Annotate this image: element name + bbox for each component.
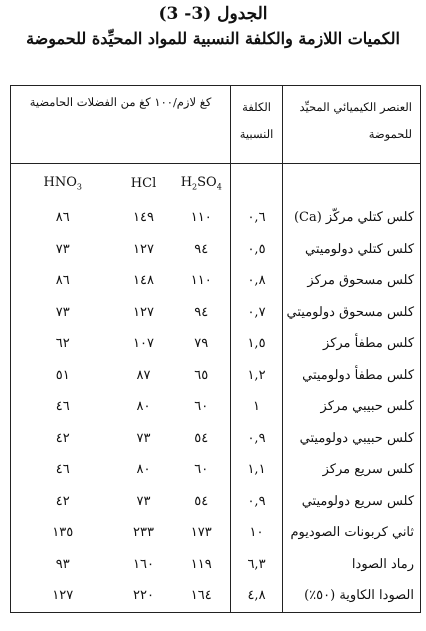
row-cost: ٠,٧ — [231, 297, 283, 329]
row-material: الصودا الكاوية (٥٠٪) — [283, 580, 421, 612]
row-h2so4: ١٧٣ — [190, 525, 212, 541]
row-material: كلس مطفأ دولوميتي — [283, 360, 421, 392]
table-row — [11, 202, 421, 234]
row-hno3: ٤٦ — [11, 454, 115, 486]
row-hno3: ١٣٥ — [11, 517, 115, 549]
row-hcl: ٨٠ — [136, 399, 151, 415]
table-row — [11, 517, 421, 549]
row-material: كلس حبيبي دولوميتي — [283, 423, 421, 455]
row-cost: ٠,٩ — [231, 423, 283, 455]
row-hno3: ٨٦ — [11, 202, 115, 234]
row-h2so4: ١١٠ — [190, 210, 212, 226]
table-row — [11, 549, 421, 581]
row-cost: ٠,٦ — [231, 202, 283, 234]
neutralizer-table — [10, 85, 421, 613]
row-hcl: ٨٠ — [136, 462, 151, 478]
row-hno3: ٧٣ — [11, 234, 115, 266]
row-material: كلس كتلي دولوميتي — [283, 234, 421, 266]
row-material: كلس سريع مركز — [283, 454, 421, 486]
row-h2so4: ٦٠ — [194, 462, 209, 478]
row-h2so4: ١١٩ — [190, 556, 212, 572]
row-cost: ١,٥ — [231, 328, 283, 360]
header-amount: كغ لازم/١٠٠ كغ من الفضلات الحامضية — [11, 86, 231, 164]
header-material: العنصر الكيميائي المحيِّد للحموضة — [283, 86, 421, 164]
row-material: كلس سريع دولوميتي — [283, 486, 421, 518]
row-hcl: ١٠٧ — [133, 336, 154, 352]
row-hcl: ٧٣ — [136, 430, 151, 446]
row-hno3: ٤٢ — [11, 486, 115, 518]
row-hno3: ٧٣ — [11, 297, 115, 329]
table-header-row — [11, 86, 421, 164]
row-h2so4: ١١٠ — [190, 273, 212, 289]
table-caption-subtitle: الكميات اللازمة والكلفة النسبية للمواد المحيِّدة للحموضة — [26, 29, 400, 48]
row-cost: ١٠ — [231, 517, 283, 549]
row-h2so4: ٥٤ — [194, 430, 209, 446]
row-h2so4: ٩٤ — [194, 304, 209, 320]
row-hno3: ١٢٧ — [11, 580, 115, 612]
table-row — [11, 580, 421, 612]
row-hcl: ١٢٧ — [133, 241, 154, 257]
table-row — [11, 423, 421, 455]
row-material: كلس مطفأ مركز — [283, 328, 421, 360]
table-row — [11, 328, 421, 360]
row-hno3: ٤٢ — [11, 423, 115, 455]
table-row — [11, 360, 421, 392]
row-hno3: ٩٣ — [11, 549, 115, 581]
row-hcl: ٨٧ — [136, 367, 151, 383]
row-hcl: ١٤٩ — [133, 210, 154, 226]
row-hno3: ٤٦ — [11, 391, 115, 423]
row-hcl: ١٤٨ — [133, 273, 154, 289]
acid-subheader-row — [11, 164, 421, 203]
table-caption-title: الجدول (3- 3) — [158, 4, 268, 24]
row-h2so4: ١٦٤ — [173, 580, 231, 612]
row-hcl: ٢٢٠ — [115, 580, 173, 612]
header-h2so4: $H_2SO_4$ — [180, 174, 222, 192]
header-hno3: $HNO_3$ — [11, 164, 115, 203]
table-row — [11, 391, 421, 423]
row-hcl: ٧٣ — [136, 493, 151, 509]
row-h2so4: ٧٩ — [194, 336, 209, 352]
table-row — [11, 486, 421, 518]
row-h2so4: ٥٤ — [194, 493, 209, 509]
row-h2so4: ٦٠ — [194, 399, 209, 415]
table-row — [11, 265, 421, 297]
header-cost: الكلفة النسبية — [231, 86, 283, 164]
row-hno3: ٦٢ — [11, 328, 115, 360]
row-hno3: ٨٦ — [11, 265, 115, 297]
table-row — [11, 234, 421, 266]
row-hno3: ٥١ — [11, 360, 115, 392]
row-cost: ١ — [231, 391, 283, 423]
row-material: كلس حبيبي مركز — [283, 391, 421, 423]
row-material: كلس مسحوق مركز — [283, 265, 421, 297]
row-cost: ٠,٩ — [231, 486, 283, 518]
header-hcl: HCl — [130, 175, 157, 191]
row-cost: ٠,٥ — [231, 234, 283, 266]
row-hcl: ١٦٠ — [133, 556, 154, 572]
row-h2so4: ٦٥ — [194, 367, 209, 383]
row-hcl: ١٢٧ — [133, 304, 154, 320]
row-material: ثاني كربونات الصوديوم — [283, 517, 421, 549]
row-cost: ١,٢ — [231, 360, 283, 392]
row-material: كلس كتلي مركّز (Ca) — [283, 202, 421, 234]
row-material: رماد الصودا — [283, 549, 421, 581]
row-cost: ١,١ — [231, 454, 283, 486]
table-row — [11, 454, 421, 486]
row-material: كلس مسحوق دولوميتي — [283, 297, 421, 329]
row-hcl: ٢٣٣ — [133, 525, 154, 541]
table-row — [11, 297, 421, 329]
row-cost: ٤,٨ — [231, 580, 283, 612]
row-h2so4: ٩٤ — [194, 241, 209, 257]
row-cost: ٠,٨ — [231, 265, 283, 297]
row-cost: ٦,٣ — [231, 549, 283, 581]
